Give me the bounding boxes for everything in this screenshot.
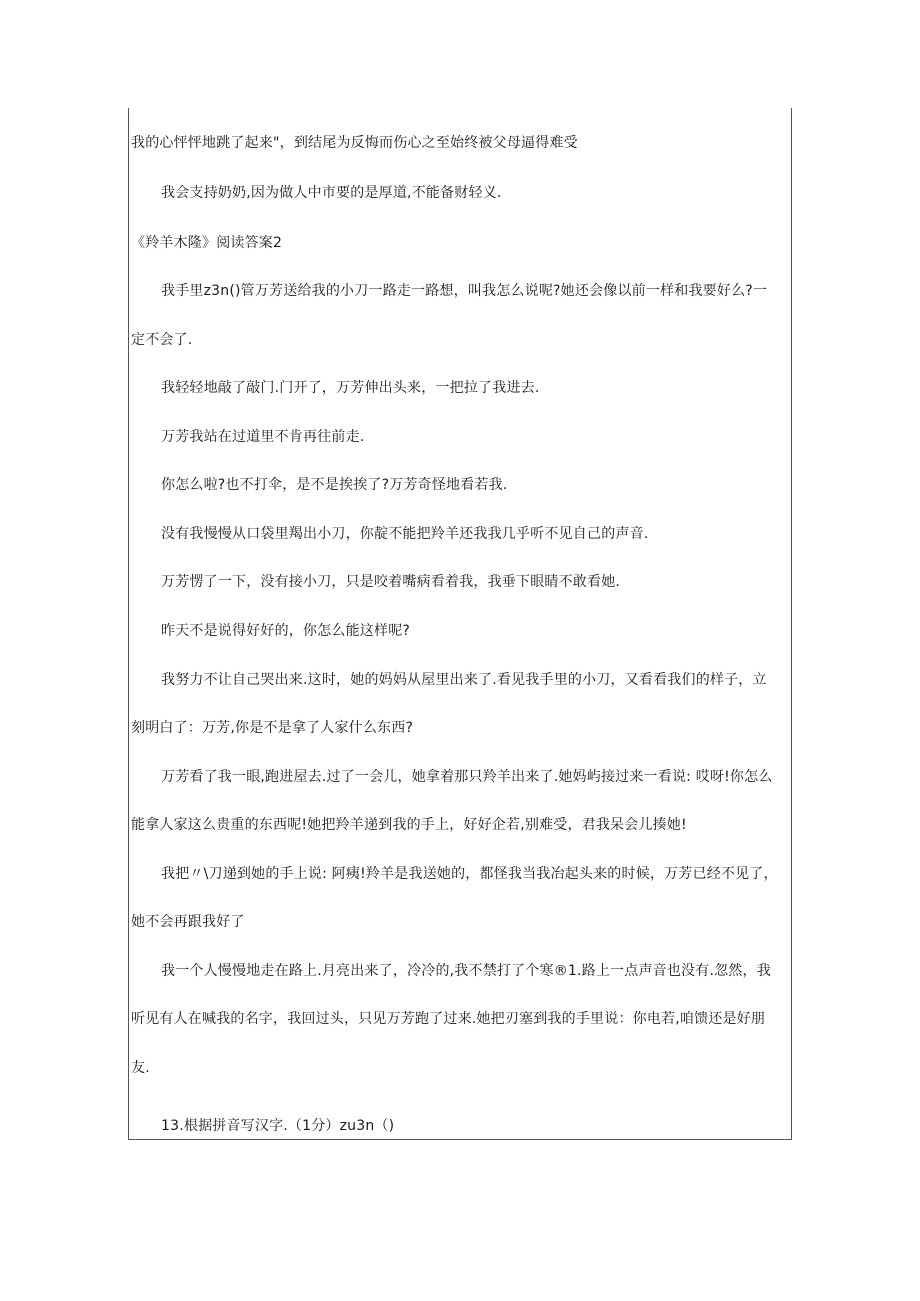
text-line-6: 我轻轻地敲了敲门.门开了，万芳伸出头来，一把拉了我进去. xyxy=(161,380,540,396)
text-line-5: 定不会了. xyxy=(131,332,193,348)
text-line-9: 没有我慢慢从口袋里羯出小刀，你靛不能把羚羊还我我几乎听不见自己的声音. xyxy=(161,526,649,542)
text-line-12: 我努力不让自己哭出来.这时，她的妈妈从屋里出来了.看见我手里的小刀，又看看我们的样子，立 xyxy=(161,672,767,688)
text-line-10: 万芳愣了一下，没有接小刀，只是咬着嘴病看着我，我垂下眼睛不敢看她. xyxy=(161,574,621,590)
text-line-20: 友. xyxy=(131,1060,150,1076)
section-heading: 《羚羊木隆》阅读答案2 xyxy=(131,235,283,251)
text-line-14: 万芳看了我一眼,跑进屋去.过了一会儿，她拿着那只羚羊出来了.她妈屿接过来一看说: 哎呀!你怎么 xyxy=(161,769,773,785)
text-line-2: 我会支持奶奶,因为做人中市要的是厚道,不能备财轻义. xyxy=(161,185,502,201)
text-line-19: 听见有人在喊我的名字，我回过头，只见万芳跑了过来.她把刃塞到我的手里说：你电若,咱馈还是好朋 xyxy=(131,1011,766,1027)
text-line-13: 刻明白了：万芳,你是不是拿了人家什么东西? xyxy=(131,720,414,736)
text-line-4: 我手里z3n()管万芳送给我的小刀一路走一路想，叫我怎么说呢?她还会像以前一样和我要好么?一 xyxy=(161,283,768,299)
text-line-1: 我的心怦怦地跳了起来"，到结尾为反悔而伤心之至始终被父母逼得难受 xyxy=(131,135,578,151)
text-line-8: 你怎么啦?也不打伞，是不是挨挨了?万芳奇怪地看若我. xyxy=(161,477,508,493)
text-line-11: 昨天不是说得好好的，你怎么能这样呢? xyxy=(161,623,411,639)
text-line-16: 我把〃\刀递到她的手上说: 阿痍!羚羊是我送她的，都怪我当我冶起头来的时候，万芳已经不见了， xyxy=(161,866,778,882)
text-line-18: 我一个人慢慢地走在路上.月亮出来了，冷冷的,我不禁打了个寒®1.路上一点声音也没有.忽然，我 xyxy=(161,963,771,979)
text-line-7: 万芳我站在过道里不肯再往前走. xyxy=(161,429,365,445)
text-line-15: 能拿人家这么贵重的东西呢!她把羚羊递到我的手上，好好企若,别难受，君我呆会儿揍她! xyxy=(131,817,687,833)
question-13: 13.根据拼音写汉字.（1分）zu3n（) xyxy=(161,1118,395,1134)
text-line-17: 她不会再跟我好了 xyxy=(131,914,245,930)
